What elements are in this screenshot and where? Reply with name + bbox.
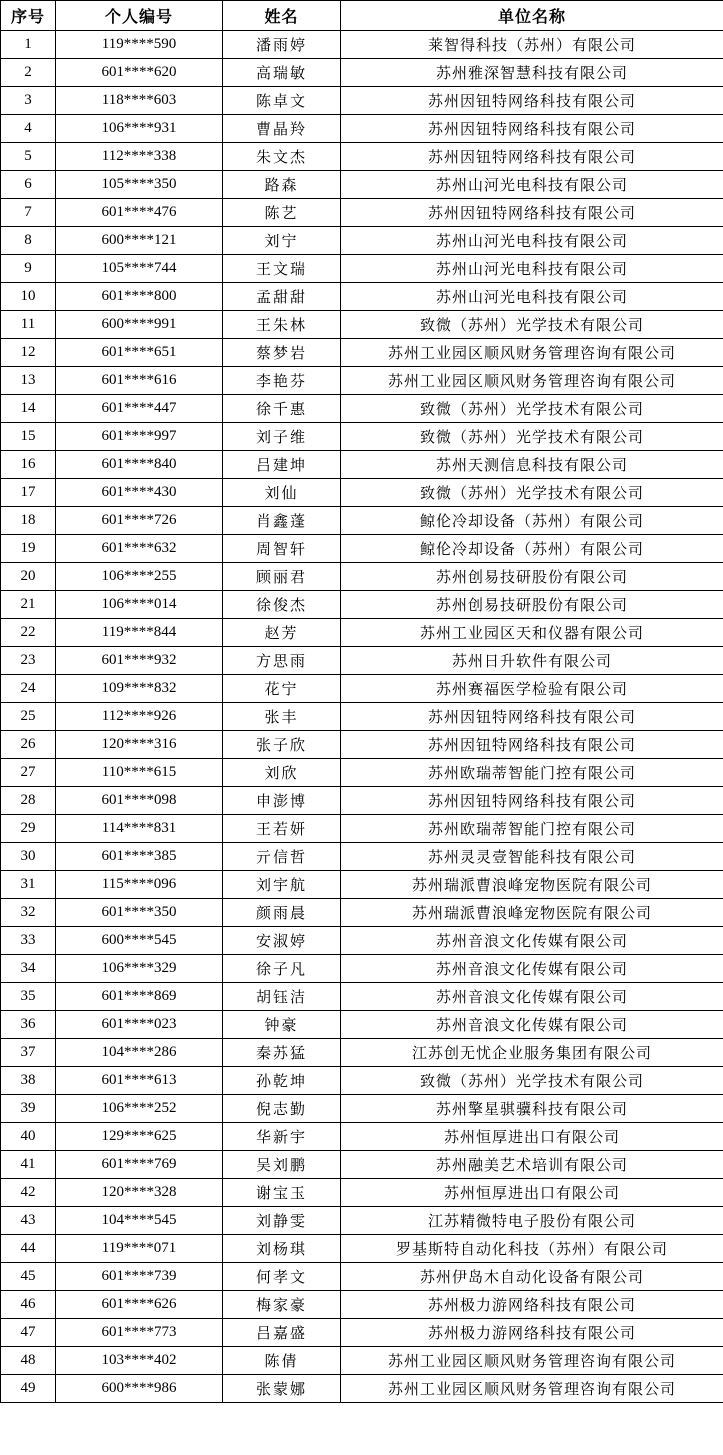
- cell-serial: 15: [1, 423, 56, 451]
- cell-company: 苏州创易技研股份有限公司: [341, 563, 723, 591]
- column-header-serial: 序号: [1, 1, 56, 31]
- table-row: [1, 1151, 723, 1179]
- table-row: [1, 591, 723, 619]
- cell-personal-id: 601****620: [56, 59, 223, 87]
- table-row: [1, 1375, 723, 1403]
- cell-company: 苏州欧瑞蒂智能门控有限公司: [341, 759, 723, 787]
- cell-company: 苏州创易技研股份有限公司: [341, 591, 723, 619]
- cell-name: 花宁: [223, 675, 341, 703]
- table-row: [1, 1207, 723, 1235]
- cell-company: 苏州日升软件有限公司: [341, 647, 723, 675]
- cell-serial: 14: [1, 395, 56, 423]
- cell-name: 孟甜甜: [223, 283, 341, 311]
- cell-name: 方思雨: [223, 647, 341, 675]
- cell-name: 亓信哲: [223, 843, 341, 871]
- table-row: [1, 199, 723, 227]
- cell-personal-id: 106****255: [56, 563, 223, 591]
- cell-name: 赵芳: [223, 619, 341, 647]
- cell-name: 高瑞敏: [223, 59, 341, 87]
- cell-serial: 42: [1, 1179, 56, 1207]
- cell-company: 苏州伊岛木自动化设备有限公司: [341, 1263, 723, 1291]
- cell-company: 苏州山河光电科技有限公司: [341, 171, 723, 199]
- column-header-company: 单位名称: [341, 1, 723, 31]
- cell-company: 苏州瑞派曹浪峰宠物医院有限公司: [341, 899, 723, 927]
- table-row: [1, 31, 723, 59]
- table-row: [1, 703, 723, 731]
- cell-serial: 23: [1, 647, 56, 675]
- cell-name: 曹晶羚: [223, 115, 341, 143]
- table-row: [1, 1123, 723, 1151]
- table-row: [1, 255, 723, 283]
- table-row: [1, 899, 723, 927]
- cell-company: 苏州雅深智慧科技有限公司: [341, 59, 723, 87]
- cell-name: 梅家豪: [223, 1291, 341, 1319]
- cell-personal-id: 601****632: [56, 535, 223, 563]
- table-row: [1, 647, 723, 675]
- cell-name: 蔡梦岩: [223, 339, 341, 367]
- cell-personal-id: 601****430: [56, 479, 223, 507]
- cell-serial: 8: [1, 227, 56, 255]
- cell-personal-id: 601****840: [56, 451, 223, 479]
- cell-name: 谢宝玉: [223, 1179, 341, 1207]
- cell-personal-id: 601****023: [56, 1011, 223, 1039]
- table-row: [1, 171, 723, 199]
- cell-personal-id: 129****625: [56, 1123, 223, 1151]
- cell-serial: 46: [1, 1291, 56, 1319]
- cell-personal-id: 601****932: [56, 647, 223, 675]
- table-row: [1, 311, 723, 339]
- cell-company: 致微（苏州）光学技术有限公司: [341, 1067, 723, 1095]
- cell-personal-id: 601****626: [56, 1291, 223, 1319]
- column-header-name: 姓名: [223, 1, 341, 31]
- cell-name: 何孝文: [223, 1263, 341, 1291]
- cell-name: 孙乾坤: [223, 1067, 341, 1095]
- cell-serial: 41: [1, 1151, 56, 1179]
- table-row: [1, 87, 723, 115]
- cell-name: 颜雨晨: [223, 899, 341, 927]
- cell-serial: 40: [1, 1123, 56, 1151]
- cell-serial: 37: [1, 1039, 56, 1067]
- table-row: [1, 563, 723, 591]
- cell-personal-id: 600****121: [56, 227, 223, 255]
- cell-company: 鲸伦冷却设备（苏州）有限公司: [341, 535, 723, 563]
- cell-company: 苏州擎星骐骥科技有限公司: [341, 1095, 723, 1123]
- cell-serial: 11: [1, 311, 56, 339]
- cell-company: 江苏精微特电子股份有限公司: [341, 1207, 723, 1235]
- cell-name: 刘静雯: [223, 1207, 341, 1235]
- cell-company: 苏州工业园区顺风财务管理咨询有限公司: [341, 339, 723, 367]
- table-row: [1, 395, 723, 423]
- cell-name: 王若妍: [223, 815, 341, 843]
- cell-personal-id: 601****616: [56, 367, 223, 395]
- cell-name: 刘杨琪: [223, 1235, 341, 1263]
- table-row: [1, 983, 723, 1011]
- cell-company: 苏州工业园区顺风财务管理咨询有限公司: [341, 1375, 723, 1403]
- cell-name: 刘宇航: [223, 871, 341, 899]
- cell-serial: 49: [1, 1375, 56, 1403]
- cell-name: 钟豪: [223, 1011, 341, 1039]
- cell-serial: 20: [1, 563, 56, 591]
- cell-serial: 28: [1, 787, 56, 815]
- table-row: [1, 619, 723, 647]
- cell-serial: 45: [1, 1263, 56, 1291]
- cell-serial: 48: [1, 1347, 56, 1375]
- cell-company: 苏州山河光电科技有限公司: [341, 227, 723, 255]
- cell-serial: 33: [1, 927, 56, 955]
- table-body: [1, 31, 723, 1403]
- table-row: [1, 759, 723, 787]
- cell-serial: 36: [1, 1011, 56, 1039]
- cell-personal-id: 601****869: [56, 983, 223, 1011]
- table-row: [1, 1179, 723, 1207]
- cell-personal-id: 119****590: [56, 31, 223, 59]
- cell-name: 陈倩: [223, 1347, 341, 1375]
- table-row: [1, 367, 723, 395]
- cell-personal-id: 601****997: [56, 423, 223, 451]
- cell-name: 安淑婷: [223, 927, 341, 955]
- cell-name: 刘子维: [223, 423, 341, 451]
- cell-company: 苏州音浪文化传媒有限公司: [341, 927, 723, 955]
- cell-company: 致微（苏州）光学技术有限公司: [341, 311, 723, 339]
- table-row: [1, 871, 723, 899]
- cell-personal-id: 118****603: [56, 87, 223, 115]
- table-header: [1, 1, 723, 31]
- cell-name: 徐千惠: [223, 395, 341, 423]
- cell-serial: 35: [1, 983, 56, 1011]
- cell-serial: 1: [1, 31, 56, 59]
- cell-company: 苏州因钮特网络科技有限公司: [341, 115, 723, 143]
- cell-company: 苏州工业园区顺风财务管理咨询有限公司: [341, 1347, 723, 1375]
- cell-personal-id: 104****286: [56, 1039, 223, 1067]
- cell-company: 江苏创无忧企业服务集团有限公司: [341, 1039, 723, 1067]
- cell-personal-id: 600****991: [56, 311, 223, 339]
- cell-name: 刘宁: [223, 227, 341, 255]
- cell-serial: 25: [1, 703, 56, 731]
- cell-personal-id: 112****338: [56, 143, 223, 171]
- cell-personal-id: 601****769: [56, 1151, 223, 1179]
- table-row: [1, 731, 723, 759]
- cell-serial: 34: [1, 955, 56, 983]
- cell-serial: 9: [1, 255, 56, 283]
- cell-personal-id: 601****447: [56, 395, 223, 423]
- cell-personal-id: 109****832: [56, 675, 223, 703]
- table-row: [1, 1319, 723, 1347]
- cell-name: 徐子凡: [223, 955, 341, 983]
- cell-serial: 26: [1, 731, 56, 759]
- cell-company: 苏州音浪文化传媒有限公司: [341, 983, 723, 1011]
- table-row: [1, 479, 723, 507]
- cell-serial: 18: [1, 507, 56, 535]
- table-row: [1, 1347, 723, 1375]
- cell-personal-id: 601****651: [56, 339, 223, 367]
- cell-serial: 12: [1, 339, 56, 367]
- cell-personal-id: 115****096: [56, 871, 223, 899]
- cell-name: 陈卓文: [223, 87, 341, 115]
- cell-serial: 29: [1, 815, 56, 843]
- cell-personal-id: 601****726: [56, 507, 223, 535]
- cell-name: 潘雨婷: [223, 31, 341, 59]
- cell-name: 华新宇: [223, 1123, 341, 1151]
- cell-name: 路森: [223, 171, 341, 199]
- table-row: [1, 423, 723, 451]
- cell-name: 陈艺: [223, 199, 341, 227]
- table-row: [1, 339, 723, 367]
- cell-company: 罗基斯特自动化科技（苏州）有限公司: [341, 1235, 723, 1263]
- cell-personal-id: 105****350: [56, 171, 223, 199]
- cell-personal-id: 601****739: [56, 1263, 223, 1291]
- cell-personal-id: 601****476: [56, 199, 223, 227]
- cell-company: 致微（苏州）光学技术有限公司: [341, 395, 723, 423]
- cell-serial: 39: [1, 1095, 56, 1123]
- cell-personal-id: 119****071: [56, 1235, 223, 1263]
- cell-name: 徐俊杰: [223, 591, 341, 619]
- cell-serial: 21: [1, 591, 56, 619]
- table-row: [1, 1095, 723, 1123]
- cell-company: 苏州音浪文化传媒有限公司: [341, 1011, 723, 1039]
- cell-name: 张丰: [223, 703, 341, 731]
- cell-company: 苏州山河光电科技有限公司: [341, 255, 723, 283]
- cell-serial: 31: [1, 871, 56, 899]
- cell-company: 苏州欧瑞蒂智能门控有限公司: [341, 815, 723, 843]
- cell-company: 苏州因钮特网络科技有限公司: [341, 703, 723, 731]
- cell-name: 吕嘉盛: [223, 1319, 341, 1347]
- cell-serial: 10: [1, 283, 56, 311]
- cell-personal-id: 105****744: [56, 255, 223, 283]
- table-row: [1, 1067, 723, 1095]
- table-row: [1, 115, 723, 143]
- cell-personal-id: 119****844: [56, 619, 223, 647]
- cell-personal-id: 600****986: [56, 1375, 223, 1403]
- cell-serial: 47: [1, 1319, 56, 1347]
- table-row: [1, 1291, 723, 1319]
- table-row: [1, 1235, 723, 1263]
- table-row: [1, 1263, 723, 1291]
- cell-personal-id: 112****926: [56, 703, 223, 731]
- cell-name: 吕建坤: [223, 451, 341, 479]
- cell-company: 苏州天测信息科技有限公司: [341, 451, 723, 479]
- cell-serial: 5: [1, 143, 56, 171]
- table-row: [1, 1011, 723, 1039]
- cell-company: 苏州因钮特网络科技有限公司: [341, 787, 723, 815]
- cell-name: 王文瑞: [223, 255, 341, 283]
- cell-company: 苏州融美艺术培训有限公司: [341, 1151, 723, 1179]
- table-row: [1, 815, 723, 843]
- cell-serial: 17: [1, 479, 56, 507]
- cell-personal-id: 114****831: [56, 815, 223, 843]
- cell-company: 苏州因钮特网络科技有限公司: [341, 199, 723, 227]
- cell-name: 顾丽君: [223, 563, 341, 591]
- cell-serial: 24: [1, 675, 56, 703]
- cell-serial: 43: [1, 1207, 56, 1235]
- cell-serial: 44: [1, 1235, 56, 1263]
- cell-serial: 16: [1, 451, 56, 479]
- cell-serial: 22: [1, 619, 56, 647]
- cell-personal-id: 106****252: [56, 1095, 223, 1123]
- cell-personal-id: 601****773: [56, 1319, 223, 1347]
- cell-company: 苏州恒厚进出口有限公司: [341, 1179, 723, 1207]
- table-row: [1, 955, 723, 983]
- cell-company: 苏州因钮特网络科技有限公司: [341, 731, 723, 759]
- cell-name: 朱文杰: [223, 143, 341, 171]
- table-row: [1, 283, 723, 311]
- column-header-personal-id: 个人编号: [56, 1, 223, 31]
- cell-name: 张蒙娜: [223, 1375, 341, 1403]
- cell-personal-id: 601****385: [56, 843, 223, 871]
- cell-personal-id: 601****800: [56, 283, 223, 311]
- cell-serial: 19: [1, 535, 56, 563]
- cell-company: 莱智得科技（苏州）有限公司: [341, 31, 723, 59]
- cell-company: 苏州音浪文化传媒有限公司: [341, 955, 723, 983]
- cell-serial: 3: [1, 87, 56, 115]
- cell-name: 吴刘鹏: [223, 1151, 341, 1179]
- cell-name: 李艳芬: [223, 367, 341, 395]
- cell-personal-id: 110****615: [56, 759, 223, 787]
- cell-name: 刘仙: [223, 479, 341, 507]
- cell-company: 苏州瑞派曹浪峰宠物医院有限公司: [341, 871, 723, 899]
- cell-name: 肖鑫蓬: [223, 507, 341, 535]
- table-row: [1, 59, 723, 87]
- cell-personal-id: 106****931: [56, 115, 223, 143]
- cell-name: 申澎博: [223, 787, 341, 815]
- table-row: [1, 227, 723, 255]
- cell-personal-id: 601****613: [56, 1067, 223, 1095]
- table-row: [1, 927, 723, 955]
- cell-personal-id: 103****402: [56, 1347, 223, 1375]
- table-row: [1, 451, 723, 479]
- cell-serial: 38: [1, 1067, 56, 1095]
- cell-company: 苏州极力游网络科技有限公司: [341, 1319, 723, 1347]
- cell-company: 苏州赛福医学检验有限公司: [341, 675, 723, 703]
- table-row: [1, 843, 723, 871]
- table-row: [1, 535, 723, 563]
- cell-serial: 2: [1, 59, 56, 87]
- cell-company: 苏州灵灵壹智能科技有限公司: [341, 843, 723, 871]
- cell-personal-id: 600****545: [56, 927, 223, 955]
- table-row: [1, 143, 723, 171]
- cell-name: 周智轩: [223, 535, 341, 563]
- cell-name: 倪志勤: [223, 1095, 341, 1123]
- cell-company: 苏州因钮特网络科技有限公司: [341, 143, 723, 171]
- cell-company: 苏州山河光电科技有限公司: [341, 283, 723, 311]
- cell-serial: 30: [1, 843, 56, 871]
- cell-company: 苏州工业园区天和仪器有限公司: [341, 619, 723, 647]
- cell-name: 秦苏猛: [223, 1039, 341, 1067]
- cell-name: 刘欣: [223, 759, 341, 787]
- cell-serial: 7: [1, 199, 56, 227]
- cell-company: 致微（苏州）光学技术有限公司: [341, 479, 723, 507]
- cell-serial: 6: [1, 171, 56, 199]
- cell-serial: 32: [1, 899, 56, 927]
- cell-serial: 4: [1, 115, 56, 143]
- table-row: [1, 675, 723, 703]
- table-row: [1, 787, 723, 815]
- cell-name: 张子欣: [223, 731, 341, 759]
- table-row: [1, 507, 723, 535]
- cell-company: 致微（苏州）光学技术有限公司: [341, 423, 723, 451]
- cell-personal-id: 104****545: [56, 1207, 223, 1235]
- cell-serial: 13: [1, 367, 56, 395]
- cell-company: 苏州极力游网络科技有限公司: [341, 1291, 723, 1319]
- cell-personal-id: 601****350: [56, 899, 223, 927]
- cell-name: 王朱林: [223, 311, 341, 339]
- cell-company: 苏州因钮特网络科技有限公司: [341, 87, 723, 115]
- cell-personal-id: 106****014: [56, 591, 223, 619]
- cell-personal-id: 106****329: [56, 955, 223, 983]
- table-row: [1, 1039, 723, 1067]
- cell-personal-id: 601****098: [56, 787, 223, 815]
- cell-company: 鲸伦冷却设备（苏州）有限公司: [341, 507, 723, 535]
- header-row: [1, 1, 723, 31]
- cell-personal-id: 120****328: [56, 1179, 223, 1207]
- cell-serial: 27: [1, 759, 56, 787]
- cell-name: 胡钰洁: [223, 983, 341, 1011]
- cell-company: 苏州工业园区顺风财务管理咨询有限公司: [341, 367, 723, 395]
- cell-personal-id: 120****316: [56, 731, 223, 759]
- cell-company: 苏州恒厚进出口有限公司: [341, 1123, 723, 1151]
